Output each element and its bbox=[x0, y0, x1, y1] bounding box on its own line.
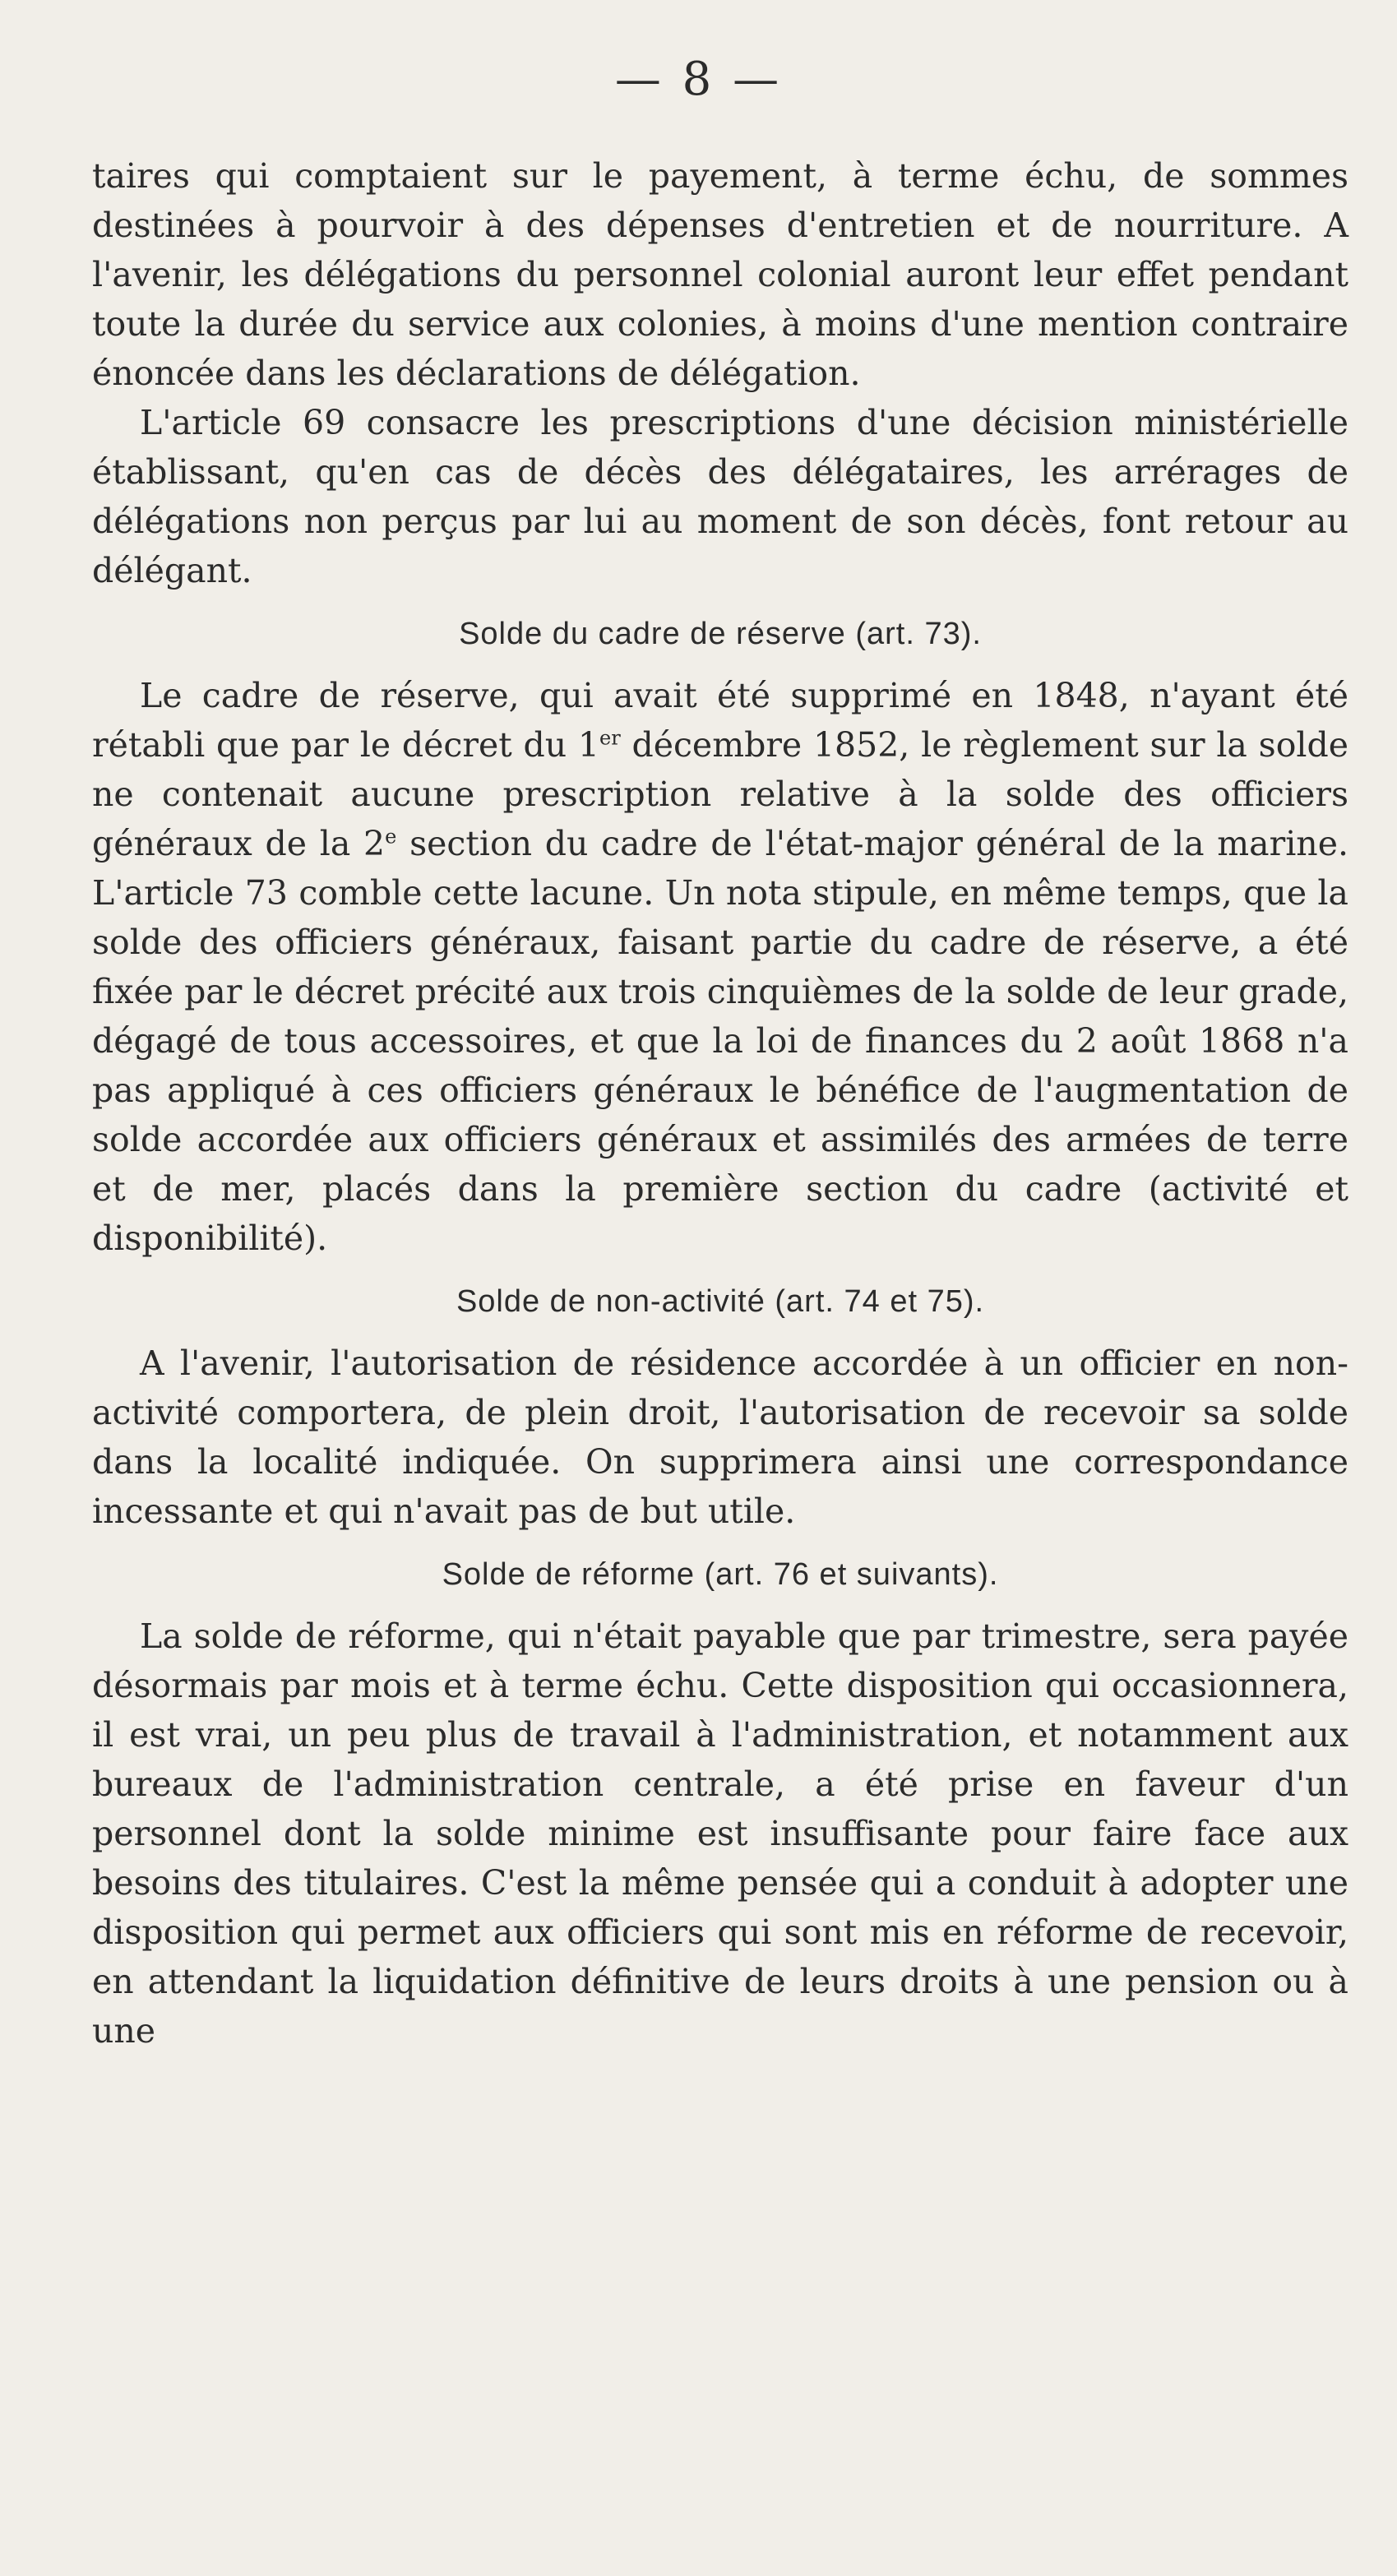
paragraph-reserve-part2: décembre 1852, le règlement sur la solde ne contenait aucune prescription relative à la solde des officiers généraux de la 2 bbox=[92, 725, 1348, 863]
paragraph-reserve-part3: section du cadre de l'état-major général de la marine. L'article 73 comble cette lacune. Un nota stipule, en même temps, que la solde des officiers généraux, faisant partie du cadre de réserve, a été fixée par le décret précité aux trois cinquièmes de la solde de leur grade, dégagé de tous accessoires, et que la loi de finances du 2 août 1868 n'a pas appliqué à ces officiers généraux le bénéfice de l'augmentation de solde accordée aux officiers généraux et assimilés des armées de terre et de mer, placés dans la première section du cadre (activité et disponibilité). bbox=[92, 824, 1349, 1258]
superscript-er: er bbox=[599, 726, 621, 750]
paragraph-article-69: L'article 69 consacre les prescriptions d'une décision ministérielle établissant, qu'en cas de décès des délégataires, les arrérages de délégations non perçus par lui au moment de son décès, font retour au délégant. bbox=[92, 403, 1348, 590]
paragraph-reserve-part1: Le cadre de réserve, qui avait été supprimé en 1848, n'ayant été rétabli que par le décret du 1 bbox=[92, 676, 1348, 765]
paragraph-non-activite: A l'avenir, l'autorisation de résidence accordée à un officier en non-activité comportera, de plein droit, l'autorisation de recevoir sa solde dans la localité indiquée. On supprimera ainsi une correspondance incessante et qui n'avait pas de but utile. bbox=[92, 1343, 1348, 1531]
page-number: — 8 — bbox=[614, 53, 783, 106]
section-heading-reforme: Solde de réforme (art. 76 et suivants). bbox=[442, 1557, 999, 1592]
superscript-e: e bbox=[385, 825, 397, 849]
body-text bbox=[92, 151, 1348, 2056]
paragraph-continuation: taires qui comptaient sur le payement, à terme échu, de sommes destinées à pourvoir à des dépenses d'entretien et de nourriture. A l'avenir, les délégations du personnel colonial auront leur effet pendant toute la durée du service aux colonies, à moins d'une mention contraire énoncée dans les déclarations de délégation. bbox=[92, 156, 1348, 393]
paragraph-reforme: La solde de réforme, qui n'était payable que par trimestre, sera payée désormais par mois et à terme échu. Cette disposition qui occasionnera, il est vrai, un peu plus de travail à l'administration, et notamment aux bureaux de l'administration centrale, a été prise en faveur d'un personnel dont la solde minime est insuffisante pour faire face aux besoins des titulaires. C'est la même pensée qui a conduit à adopter une disposition qui permet aux officiers qui sont mis en réforme de recevoir, en attendant la liquidation définitive de leurs droits à une pension ou à une bbox=[92, 1616, 1348, 2051]
paragraph-reserve bbox=[92, 671, 1348, 1263]
section-heading-reserve: Solde du cadre de réserve (art. 73). bbox=[459, 617, 982, 651]
section-heading-non-activite: Solde de non-activité (art. 74 et 75). bbox=[456, 1284, 985, 1319]
